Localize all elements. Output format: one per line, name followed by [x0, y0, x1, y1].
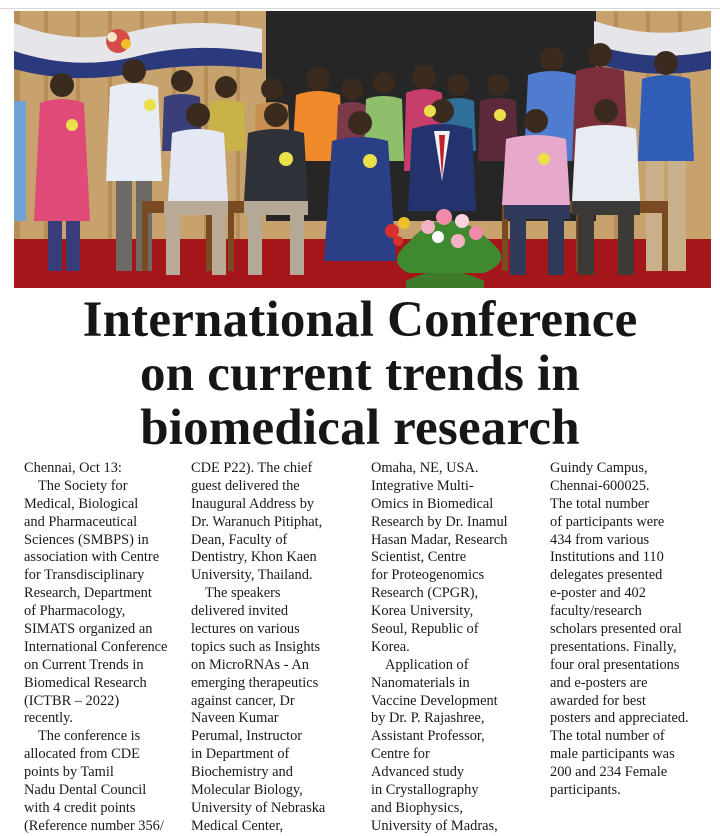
article-text-line: Assistant Professor,: [371, 728, 485, 745]
article-text-line: participants.: [550, 782, 621, 799]
article-text-line: (Reference number 356/: [24, 817, 164, 834]
article-text-line: Naveen Kumar: [191, 710, 279, 727]
article-column-3: [371, 460, 543, 836]
article-text-line: Advanced study: [371, 764, 465, 781]
article-text-line: Biochemistry and: [191, 764, 293, 781]
article-text-line: presentations. Finally,: [550, 638, 677, 655]
article-text-line: lectures on various: [191, 621, 300, 638]
article-text-line: scholars presented oral: [550, 621, 682, 638]
article-text-line: and Pharmaceutical: [24, 513, 138, 530]
article-text-line: University of Madras,: [371, 817, 498, 834]
article-text-line: Dentistry, Khon Kaen: [191, 549, 317, 566]
headline: [0, 293, 720, 455]
article-text-line: Omaha, NE, USA.: [371, 460, 479, 476]
article-text-line: Biomedical Research: [24, 674, 147, 691]
article-text-line: association with Centre: [24, 549, 160, 566]
article-text-line: Korea.: [371, 638, 410, 655]
article-text-line: Institutions and 110: [550, 549, 664, 566]
article-text-line: The total number: [550, 495, 650, 512]
article-text-line: recently.: [24, 710, 74, 727]
article-text-line: Dean, Faculty of: [191, 531, 288, 548]
article-text-line: The speakers: [205, 585, 281, 602]
article-text-line: CDE P22). The chief: [191, 460, 313, 476]
article-text-line: Seoul, Republic of: [371, 621, 479, 638]
article-text-line: Guindy Campus,: [550, 460, 648, 476]
article-text-line: University, Thailand.: [191, 567, 313, 584]
article-text-line: Scientist, Centre: [371, 549, 467, 566]
article-text-line: allocated from CDE: [24, 746, 140, 763]
headline-line-3: biomedical research: [140, 400, 580, 456]
article-text-line: of participants were: [550, 513, 665, 530]
article-text-line: Sciences (SMBPS) in: [24, 531, 149, 548]
headline-line-2: on current trends in: [140, 346, 580, 402]
article-text-line: for Proteogenomics: [371, 567, 485, 584]
article-text-line: with 4 credit points: [24, 799, 136, 816]
article-text-line: in Department of: [191, 746, 290, 763]
article-text-line: Dr. Waranuch Pitiphat,: [191, 513, 323, 530]
article-text-line: emerging therapeutics: [191, 674, 319, 691]
article-text-line: The total number of: [550, 728, 665, 745]
article-text-line: delivered invited: [191, 603, 289, 620]
article-text-line: (ICTBR – 2022): [24, 692, 120, 709]
article-column-2: [191, 460, 363, 836]
article-text-line: Chennai-600025.: [550, 477, 650, 494]
article-text-line: topics such as Insights: [191, 638, 321, 655]
top-rule: [0, 0, 720, 9]
article-text-line: by Dr. P. Rajashree,: [371, 710, 485, 727]
article-text-line: on MicroRNAs - An: [191, 656, 309, 673]
article-text-line: points by Tamil: [24, 764, 114, 781]
article-text-line: Integrative Multi-: [371, 477, 474, 494]
article-text-line: Application of: [385, 656, 469, 673]
article-text-line: The conference is: [38, 728, 141, 745]
article-text-line: against cancer, Dr: [191, 692, 295, 709]
article-text-line: of Pharmacology,: [24, 603, 126, 620]
article-text-line: e-poster and 402: [550, 585, 646, 602]
article-text-line: Medical Center,: [191, 817, 284, 834]
article-text-line: for Transdisciplinary: [24, 567, 145, 584]
headline-line-1: International Conference: [82, 292, 638, 348]
article-text-line: Medical, Biological: [24, 495, 139, 512]
article-text-line: faculty/research: [550, 603, 642, 620]
article-text-line: Research (CPGR),: [371, 585, 479, 602]
article-text-line: Nanomaterials in: [371, 674, 470, 691]
article-text-line: Hasan Madar, Research: [371, 531, 508, 548]
article-text-line: 434 from various: [550, 531, 650, 548]
article-text-line: The Society for: [38, 477, 128, 494]
article-text-line: posters and appreciated.: [550, 710, 689, 727]
article-text-line: Omics in Biomedical: [371, 495, 494, 512]
article-text-line: Vaccine Development: [371, 692, 498, 709]
article-text-line: 200 and 234 Female: [550, 764, 668, 781]
article-text-line: International Conference: [24, 638, 168, 655]
article-text-line: Perumal, Instructor: [191, 728, 303, 745]
article-text-line: on Current Trends in: [24, 656, 144, 673]
article-text-line: University of Nebraska: [191, 799, 326, 816]
group-photo: [14, 11, 711, 288]
article-text-line: Centre for: [371, 746, 430, 763]
article-text-line: and e-posters are: [550, 674, 648, 691]
article-column-1: [24, 460, 190, 836]
article-text-line: Research, Department: [24, 585, 152, 602]
article-text-line: Chennai, Oct 13:: [24, 460, 122, 476]
article-column-4: [550, 460, 720, 800]
article-text-line: awarded for best: [550, 692, 646, 709]
article-text-line: in Crystallography: [371, 782, 479, 799]
article-text-line: Nadu Dental Council: [24, 782, 147, 799]
article-text-line: four oral presentations: [550, 656, 680, 673]
article-text-line: Korea University,: [371, 603, 474, 620]
article-text-line: SIMATS organized an: [24, 621, 153, 638]
article-text-line: Inaugural Address by: [191, 495, 315, 512]
article-text-line: delegates presented: [550, 567, 663, 584]
article-text-line: and Biophysics,: [371, 799, 463, 816]
article-text-line: Molecular Biology,: [191, 782, 303, 799]
article-text-line: Research by Dr. Inamul: [371, 513, 508, 530]
article-body: [14, 460, 714, 834]
article-text-line: male participants was: [550, 746, 675, 763]
article-text-line: guest delivered the: [191, 477, 300, 494]
